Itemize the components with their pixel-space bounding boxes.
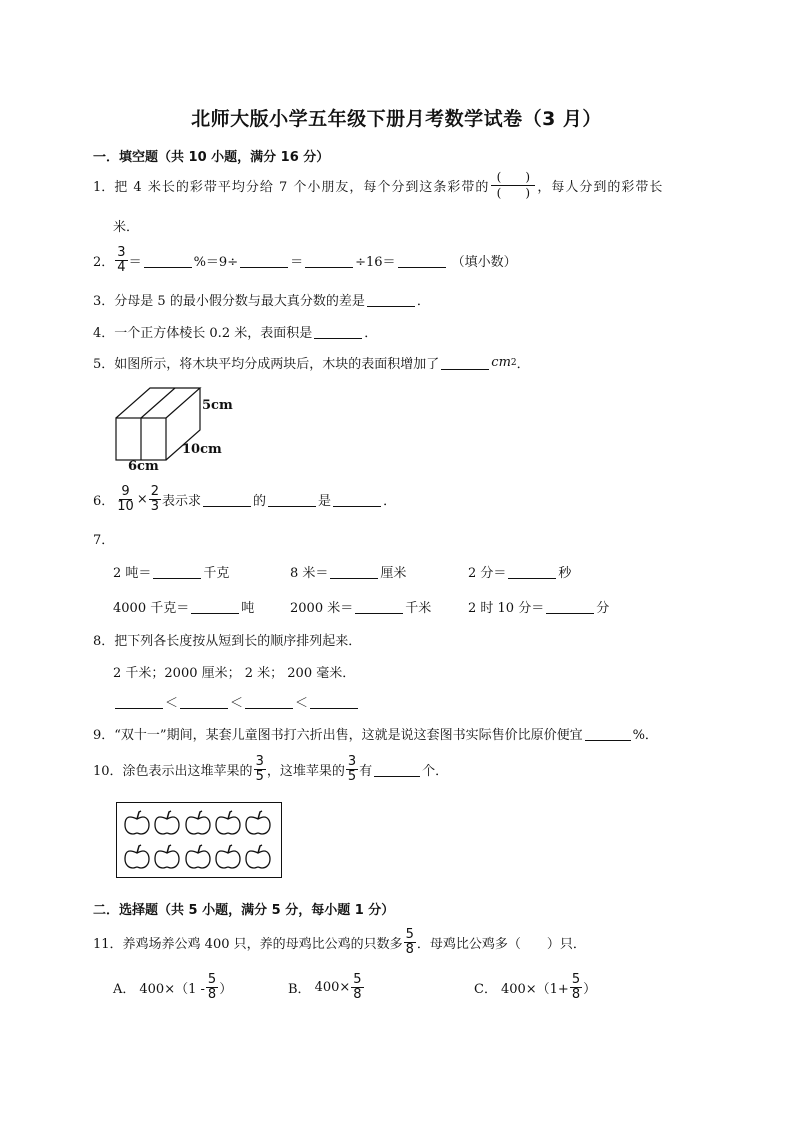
fraction-2-3: $\frac{2}{3}$	[150, 484, 160, 514]
depth-label: 10cm	[182, 442, 222, 457]
question-6: 6． $\frac{9}{10}$ × $\frac{2}{3}$ 表示求 的 是 ．	[93, 484, 397, 514]
question-5: 5． 如图所示，将木块平均分成两块后，木块的表面积增加了 cm 2 ．	[93, 355, 530, 372]
apple-icon	[216, 845, 240, 868]
height-label: 5cm	[202, 398, 233, 413]
question-text: 把 4 米长的彩带平均分给 7 个小朋友，每个分到这条彩带的	[114, 180, 490, 195]
answer-blank[interactable]	[115, 694, 163, 709]
page-title: 北师大版小学五年级下册月考数学试卷（3 月）	[191, 108, 602, 130]
fraction-blank[interactable]: $\frac{( )}{( )}$	[491, 170, 535, 201]
question-8-ordering: ＜ ＜ ＜	[113, 692, 360, 711]
question-8-items: 2 千米；2000 厘米； 2 米； 200 毫米．	[113, 666, 356, 681]
question-10: 10． 涂色表示出这堆苹果的 $\frac{3}{5}$ ，这堆苹果的 $\frac{3}{5}$ 有 个．	[93, 754, 449, 784]
question-7-grid: 2 吨＝ 千克 8 米＝ 厘米 2 分＝ 秒 4000 千克＝ 吨 2000 米＝ 千米 2 时 10 分＝ 分	[113, 565, 610, 616]
answer-blank[interactable]	[305, 253, 353, 268]
apple-icon	[125, 811, 149, 834]
apple-icon	[155, 811, 179, 834]
section-heading-multiple-choice: 二．选择题（共 5 小题，满分 5 分，每小题 1 分）	[93, 903, 395, 918]
answer-blank[interactable]	[367, 292, 415, 307]
width-label: 6cm	[128, 459, 159, 474]
fraction-9-10: $\frac{9}{10}$	[117, 484, 134, 514]
apple-icon	[186, 845, 210, 868]
answer-blank[interactable]	[310, 694, 358, 709]
answer-blank[interactable]	[314, 324, 362, 339]
fraction-5-8: $\frac{5}{8}$	[353, 972, 362, 1002]
answer-blank[interactable]	[374, 762, 420, 777]
apple-icon	[246, 845, 270, 868]
wooden-block-figure	[108, 380, 243, 475]
apple-icon	[155, 845, 179, 868]
apple-box	[116, 802, 282, 878]
question-3: 3． 分母是 5 的最小假分数与最大真分数的差是 ．	[93, 294, 430, 309]
answer-blank[interactable]	[441, 355, 489, 370]
answer-blank[interactable]	[330, 564, 378, 579]
fraction-5-8: $\frac{5}{8}$	[207, 972, 217, 1002]
question-1-continued: 米．	[113, 220, 140, 235]
question-2: 2． $\frac{3}{4}$ ＝ %＝9÷ ＝ ÷16＝ （填小数）	[93, 245, 517, 275]
answer-blank[interactable]	[153, 564, 201, 579]
option-b[interactable]: B． 400× $\frac{5}{8}$	[288, 972, 362, 1002]
answer-blank[interactable]	[240, 253, 288, 268]
answer-blank[interactable]	[546, 599, 594, 614]
fraction-3-5: $\frac{3}{5}$	[347, 754, 357, 784]
apple-icon	[246, 811, 270, 834]
question-1	[93, 170, 663, 201]
answer-blank[interactable]	[333, 492, 381, 507]
question-11: 11． 养鸡场养公鸡 400 只，养的母鸡比公鸡的只数多 $\frac{5}{8}$ ．母鸡比公鸡多（ ）只．	[93, 927, 586, 957]
section-heading-fill-in: 一．填空题（共 10 小题，满分 16 分）	[93, 150, 330, 165]
apple-icon	[216, 811, 240, 834]
question-7-number: 7．	[93, 533, 115, 548]
question-text: ，每人分到的彩带长	[537, 180, 664, 195]
answer-blank[interactable]	[191, 599, 239, 614]
answer-blank[interactable]	[268, 492, 316, 507]
question-9: 9． “双十一”期间，某套儿童图书打六折出售，这就是说这套图书实际售价比原价便宜 %．	[93, 728, 658, 743]
answer-blank[interactable]	[203, 492, 251, 507]
apple-icon	[186, 811, 210, 834]
apple-icon	[125, 845, 149, 868]
fraction-5-8: $\frac{5}{8}$	[405, 927, 414, 957]
answer-blank[interactable]	[398, 253, 446, 268]
question-number: 1．	[93, 180, 115, 195]
answer-blank[interactable]	[180, 694, 228, 709]
question-number: 2．	[93, 255, 115, 270]
fraction-5-8: $\frac{5}{8}$	[571, 972, 581, 1002]
question-4: 4． 一个正方体棱长 0.2 米，表面积是 ．	[93, 326, 378, 341]
answer-blank[interactable]	[585, 726, 631, 741]
answer-blank[interactable]	[355, 599, 403, 614]
question-8: 8． 把下列各长度按从短到长的顺序排列起来．	[93, 634, 362, 649]
fraction-3-4: $\frac{3}{4}$	[117, 245, 126, 275]
option-a[interactable]: A． 400×（1 - $\frac{5}{8}$ ）	[113, 972, 233, 1002]
answer-blank[interactable]	[245, 694, 293, 709]
answer-blank[interactable]	[508, 564, 556, 579]
answer-blank[interactable]	[144, 253, 192, 268]
option-c[interactable]: C． 400×（1+ $\frac{5}{8}$ ）	[474, 972, 597, 1002]
fraction-3-5: $\frac{3}{5}$	[255, 754, 264, 784]
